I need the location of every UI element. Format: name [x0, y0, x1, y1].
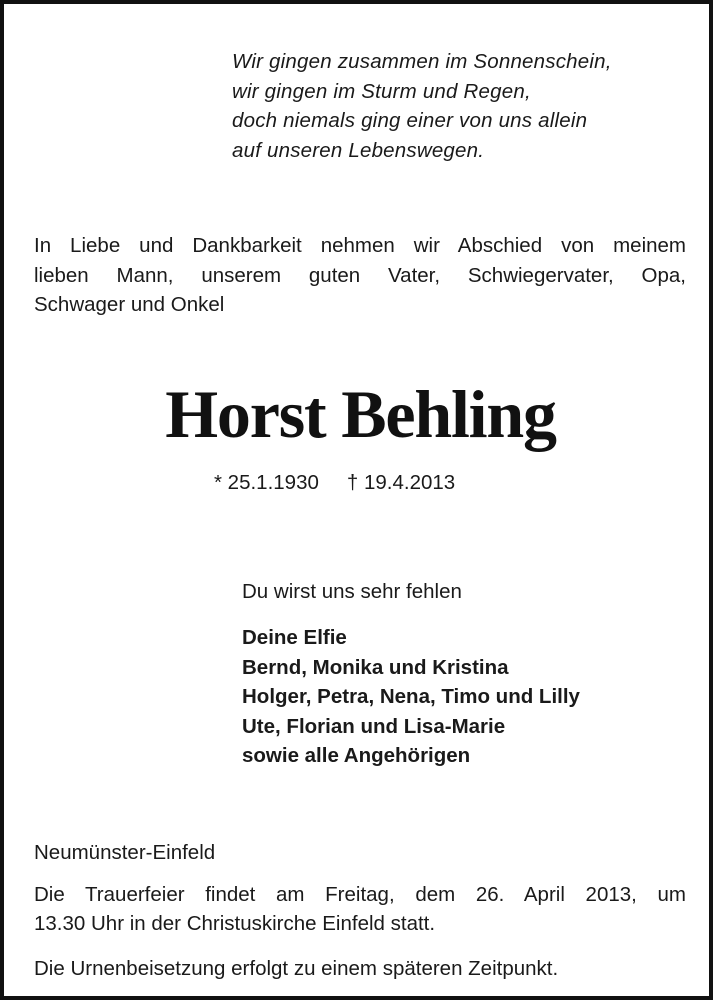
service-line: 13.30 Uhr in der Christuskirche Einfeld statt. — [34, 912, 436, 935]
poem — [232, 47, 612, 165]
family-line: Ute, Florian und Lisa-Marie — [242, 714, 506, 738]
poem-line: Wir gingen zusammen im Sonnenschein, — [232, 50, 612, 73]
family-line: sowie alle Angehörigen — [242, 744, 471, 767]
intro-line: lieben Mann, unserem guten Vater, Schwiegervater, Opa, — [34, 263, 686, 287]
intro-line: Schwager und Onkel — [34, 293, 225, 316]
life-dates — [214, 470, 455, 496]
poem-line: auf unseren Lebenswegen. — [232, 138, 485, 162]
service-line: Die Trauerfeier findet am Freitag, dem 26. April 2013, um — [34, 883, 686, 906]
poem-line: doch niemals ging einer von uns allein — [232, 109, 588, 132]
family-list — [242, 623, 580, 771]
service-info — [34, 880, 686, 938]
poem-line: wir gingen im Sturm und Regen, — [232, 79, 531, 103]
family-line: Deine Elfie — [242, 626, 347, 649]
family-line: Bernd, Monika und Kristina — [242, 655, 509, 679]
place-text: Neumünster-Einfeld — [34, 841, 216, 864]
family-line: Holger, Petra, Nena, Timo und Lilly — [242, 685, 580, 708]
death-date: † 19.4.2013 — [346, 471, 456, 494]
burial-info: Die Urnenbeisetzung erfolgt zu einem späteren Zeitpunkt. — [34, 957, 559, 980]
birth-date: * 25.1.1930 — [214, 471, 319, 494]
intro-text — [34, 231, 686, 320]
intro-line: In Liebe und Dankbarkeit nehmen wir Abschied von meinem — [34, 234, 686, 257]
farewell-text: Du wirst uns sehr fehlen — [242, 580, 462, 603]
deceased-name: Horst Behling — [165, 376, 556, 452]
